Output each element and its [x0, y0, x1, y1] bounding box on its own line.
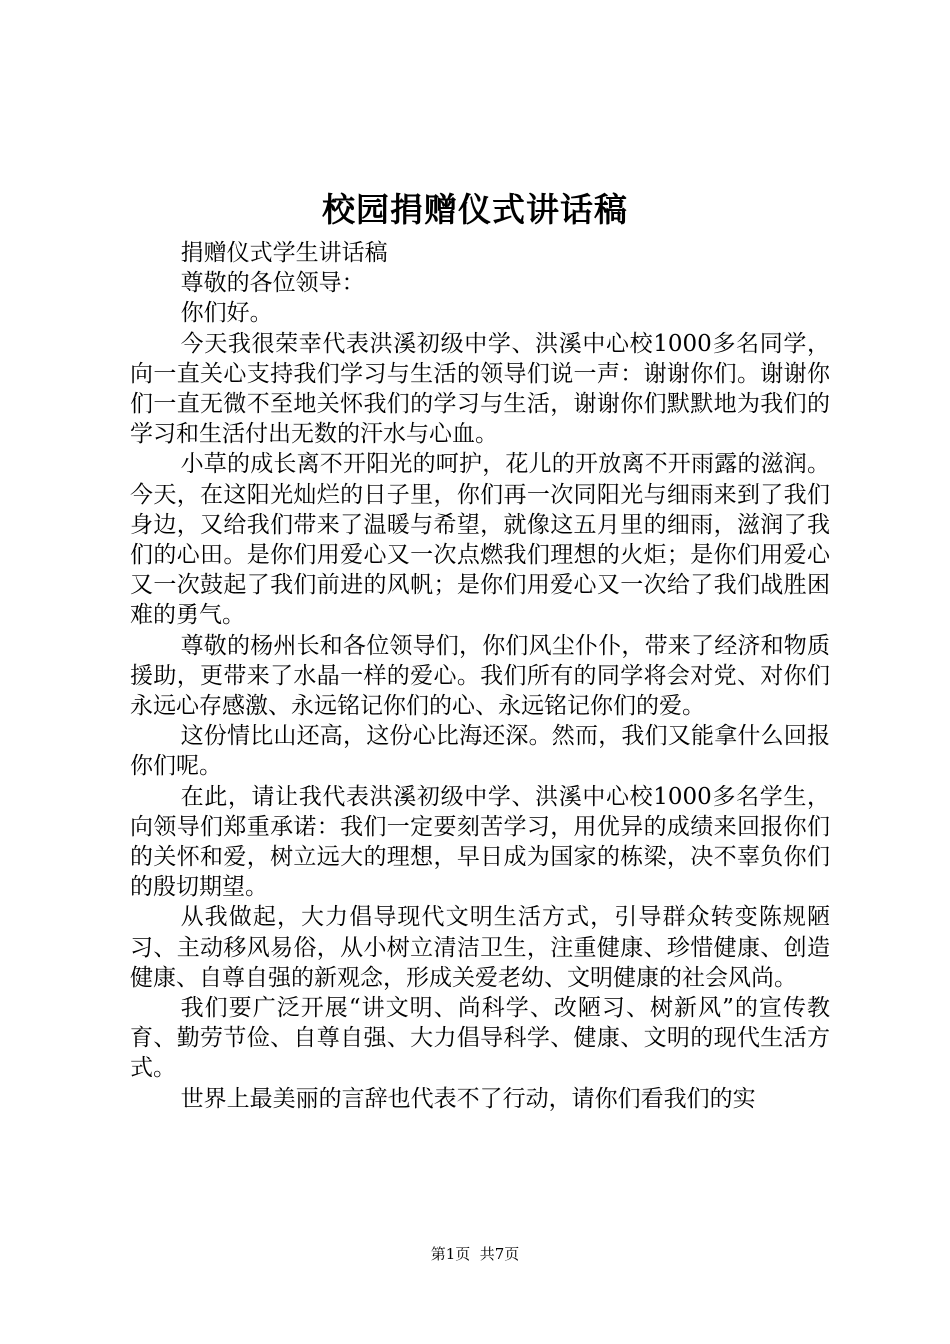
paragraph: 从我做起，大力倡导现代文明生活方式，引导群众转变陈规陋习、主动移风易俗，从小树立清洁卫生，注重健康、珍惜健康、创造健康、自尊自强的新观念，形成关爱老幼、文明健康的社会风尚。 — [130, 904, 830, 991]
paragraph: 我们要广泛开展“讲文明、尚科学、改陋习、树新风”的宣传教育、勤劳节俭、自尊自强、大力倡导科学、健康、文明的现代生活方式。 — [130, 995, 830, 1082]
paragraph: 世界上最美丽的言辞也代表不了行动，请你们看我们的实 — [180, 1085, 756, 1112]
paragraph: 在此，请让我代表洪溪初级中学、洪溪中心校1000多名学生，向领导们郑重承诺：我们一定要刻苦学习，用优异的成绩来回报你们的关怀和爱，树立远大的理想，早日成为国家的栋梁，决不辜负你们的殷切期望。 — [130, 783, 830, 901]
paragraph-salutation: 尊敬的各位领导： — [180, 270, 365, 297]
paragraph: 小草的成长离不开阳光的呵护，花儿的开放离不开雨露的滋润。今天，在这阳光灿烂的日子里，你们再一次同阳光与细雨来到了我们身边，又给我们带来了温暖与希望，就像这五月里的细雨，滋润了我们的心田。是你们用爱心又一次点燃我们理想的火炬；是你们用爱心又一次鼓起了我们前进的风帆；是你们用爱心又一次给了我们战胜困难的勇气。 — [130, 451, 830, 629]
page-footer — [0, 1244, 950, 1264]
page-number: 第1页 共7页 — [430, 1245, 520, 1263]
paragraph-greeting: 你们好。 — [180, 300, 273, 327]
document-body — [130, 238, 830, 1114]
paragraph-subtitle: 捐赠仪式学生讲话稿 — [180, 240, 388, 266]
paragraph: 这份情比山还高，这份心比海还深。然而，我们又能拿什么回报你们呢。 — [130, 723, 830, 780]
document-title: 校园捐赠仪式讲话稿 — [322, 190, 628, 229]
paragraph: 今天我很荣幸代表洪溪初级中学、洪溪中心校1000多名同学，向一直关心支持我们学习与生活的领导们说一声：谢谢你们。谢谢你们一直无微不至地关怀我们的学习与生活，谢谢你们默默地为我们的学习和生活付出无数的汗水与心血。 — [130, 330, 830, 448]
paragraph: 尊敬的杨州长和各位领导们，你们风尘仆仆，带来了经济和物质援助，更带来了水晶一样的爱心。我们所有的同学将会对党、对你们永远心存感激、永远铭记你们的心、永远铭记你们的爱。 — [130, 632, 830, 720]
